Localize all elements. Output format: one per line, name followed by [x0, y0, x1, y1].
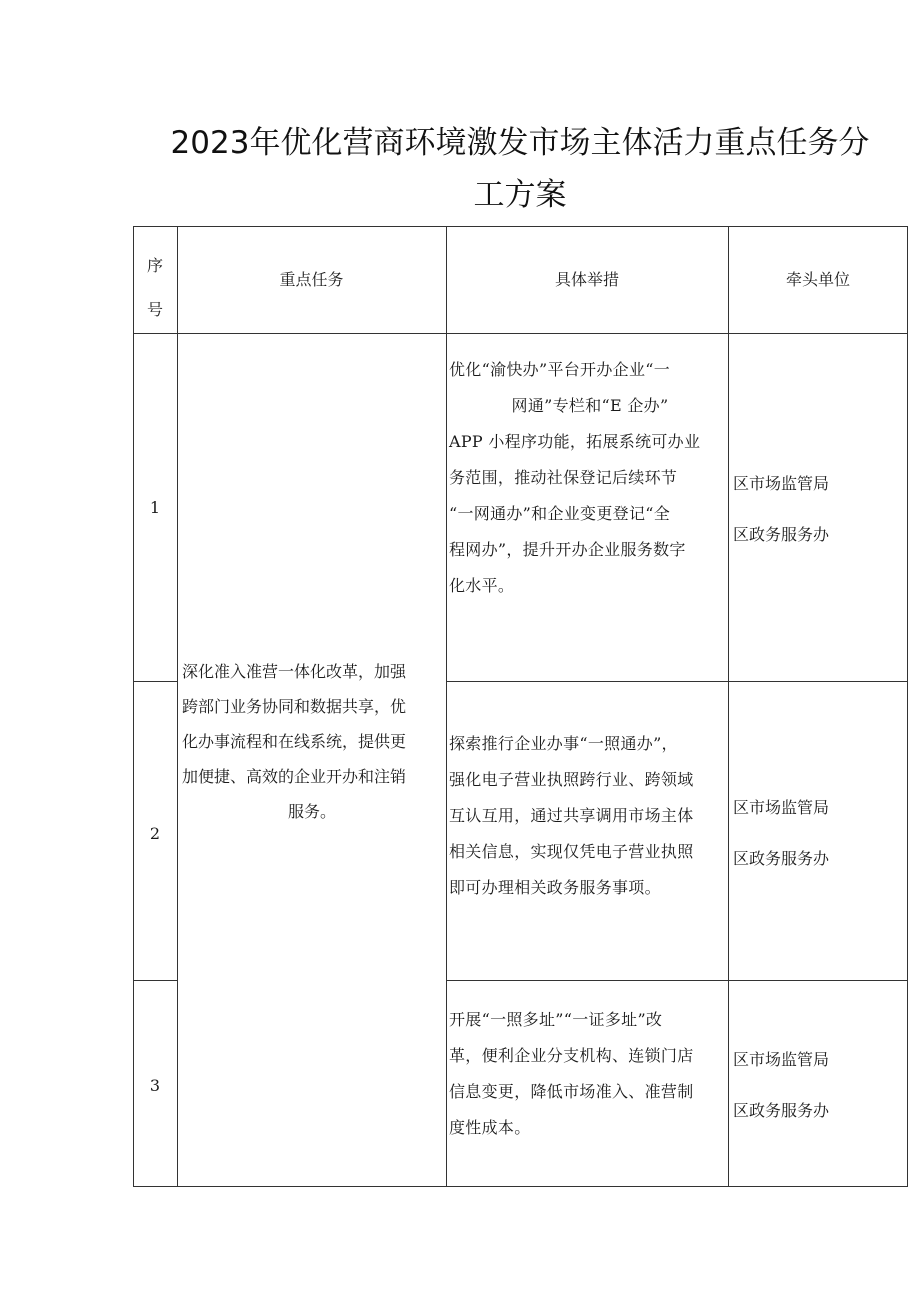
lead-unit-cell [731, 782, 908, 884]
measure-line: 优化“渝快办”平台开办企业“一 [449, 360, 671, 379]
task-table [133, 226, 908, 1187]
table-border-left [133, 226, 134, 1187]
measure-line: 网通”专栏和“E 企办” [511, 396, 669, 415]
measure-line: 度性成本。 [449, 1118, 531, 1137]
task-line: 跨部门业务协同和数据共享，优 [182, 697, 407, 716]
measure-line: “一网通办”和企业变更登记“全 [449, 504, 671, 523]
row-number: 3 [149, 1076, 161, 1095]
measure-line: 程网办”，提升开办企业服务数字 [449, 540, 686, 559]
task-line: 化办事流程和在线系统，提供更 [182, 732, 407, 751]
lead-unit: 区市场监管局 [733, 1050, 830, 1069]
measure-line: 开展“一照多址”“一证多址”改 [449, 1010, 663, 1029]
measure-cell [449, 726, 731, 906]
task-line: 服务。 [287, 802, 336, 821]
lead-unit: 区政务服务办 [733, 1101, 830, 1120]
measure-cell [449, 352, 731, 604]
table-border-bottom [133, 1186, 908, 1187]
lead-unit: 区市场监管局 [733, 474, 830, 493]
task-line: 加便捷、高效的企业开办和注销 [182, 767, 407, 786]
measure-line: 即可办理相关政务服务事项。 [449, 878, 661, 897]
header-divider [133, 333, 908, 334]
table-border-top [133, 226, 908, 227]
task-description [178, 654, 446, 829]
measure-line: 相关信息，实现仅凭电子营业执照 [449, 842, 694, 861]
header-seq-line2: 号 [146, 300, 163, 319]
measure-line: 务范围，推动社保登记后续环节 [449, 468, 678, 487]
measure-line: APP 小程序功能，拓展系统可办业 [449, 432, 701, 451]
row-divider-2-seq [133, 980, 177, 981]
lead-unit-cell [731, 1034, 908, 1136]
measure-line: 探索推行企业办事“一照通办”， [449, 734, 678, 753]
measure-line: 化水平。 [449, 576, 515, 595]
row-number: 2 [149, 824, 161, 843]
row-divider-1-seq [133, 681, 177, 682]
lead-unit-cell [731, 458, 908, 560]
header-measure: 具体举措 [554, 270, 619, 289]
measure-line: 互认互用，通过共享调用市场主体 [449, 806, 694, 825]
lead-unit: 区政务服务办 [733, 525, 830, 544]
header-lead: 牵头单位 [785, 270, 850, 289]
document-title-line1: 2023年优化营商环境激发市场主体活力重点任务分 [170, 125, 870, 161]
document-title-line2: 工方案 [473, 177, 567, 213]
task-line: 深化准入准营一体化改革，加强 [182, 662, 407, 681]
column-divider-task [446, 226, 447, 1187]
header-seq [133, 244, 177, 332]
header-task: 重点任务 [279, 270, 344, 289]
row-divider-2-right [446, 980, 908, 981]
header-seq-line1: 序 [146, 256, 163, 275]
measure-line: 信息变更，降低市场准入、准营制 [449, 1082, 694, 1101]
row-divider-1-right [446, 681, 908, 682]
row-number: 1 [149, 498, 161, 517]
lead-unit: 区市场监管局 [733, 798, 830, 817]
measure-line: 革，便利企业分支机构、连锁门店 [449, 1046, 694, 1065]
measure-cell [449, 1002, 731, 1146]
measure-line: 强化电子营业执照跨行业、跨领域 [449, 770, 694, 789]
lead-unit: 区政务服务办 [733, 849, 830, 868]
